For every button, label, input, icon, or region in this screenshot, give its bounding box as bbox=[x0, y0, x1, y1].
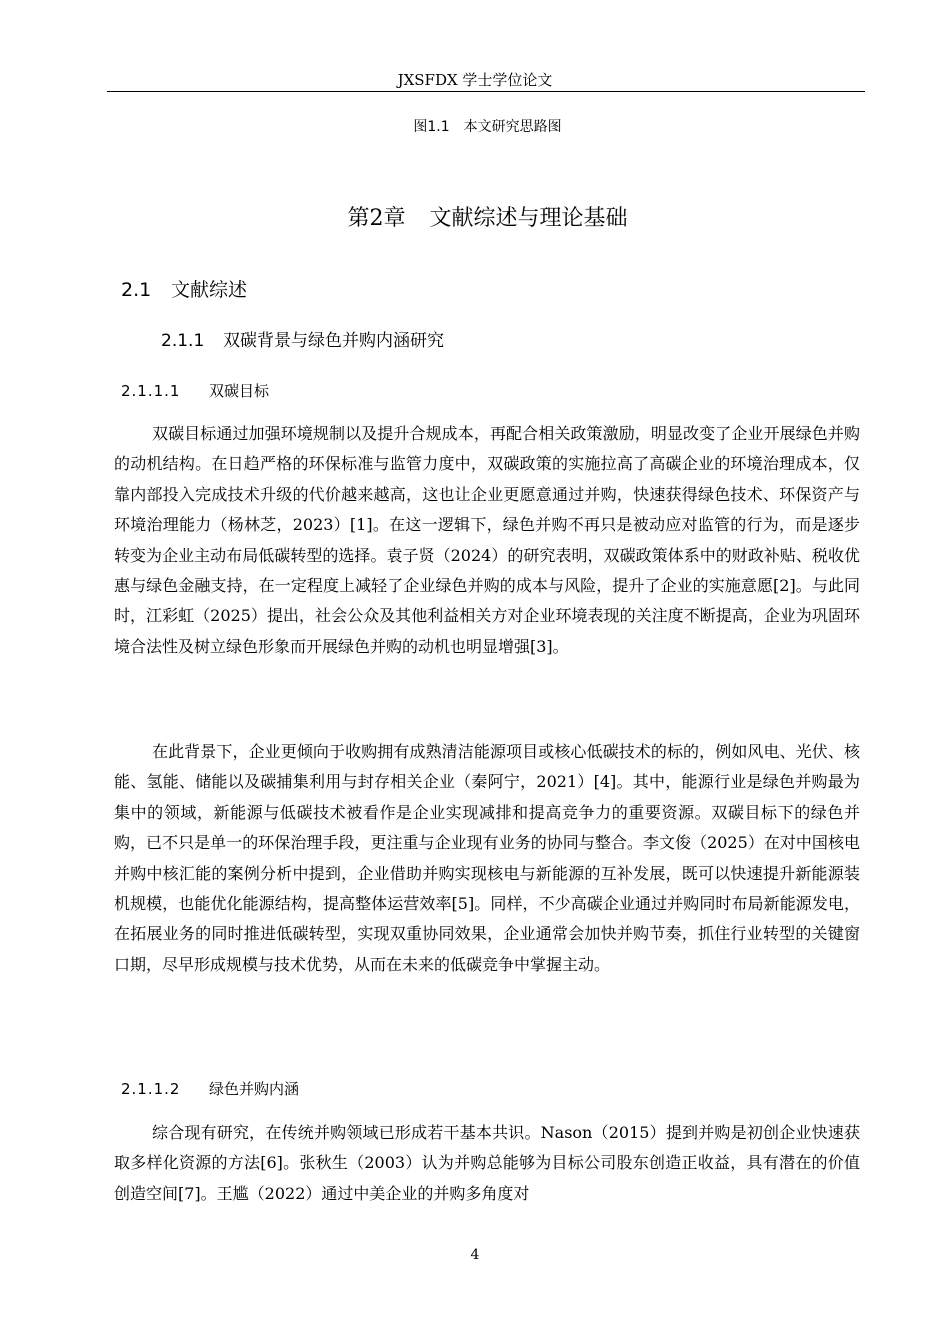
header-divider bbox=[107, 91, 865, 92]
subsection-number: 2.1.1 bbox=[161, 331, 205, 351]
section-title: 文献综述 bbox=[171, 279, 248, 301]
subsection-heading bbox=[161, 328, 444, 354]
subsubsection-heading bbox=[121, 379, 269, 403]
chapter-heading bbox=[0, 204, 950, 234]
subsubsection-title: 绿色并购内涵 bbox=[209, 1080, 300, 1098]
subsubsection-number: 2.1.1.1 bbox=[121, 382, 181, 400]
subsubsection-title: 双碳目标 bbox=[209, 382, 270, 400]
subsubsection-heading bbox=[121, 1077, 299, 1101]
paragraph: 在此背景下，企业更倾向于收购拥有成熟清洁能源项目或核心低碳技术的标的，例如风电、光伏、核能、氢能、储能以及碳捕集利用与封存相关企业（秦阿宁，2021）[4]。其中，能源行业是绿色并购最为集中的领域，新能源与低碳技术被看作是企业实现减排和提高竞争力的重要资源。双碳目标下的绿色并购，已不只是单一的环保治理手段，更注重与企业现有业务的协同与整合。李文俊（2025）在对中国核电并购中核汇能的案例分析中提到，企业借助并购实现核电与新能源的互补发展，既可以快速提升新能源装机规模，也能优化能源结构，提高整体运营效率[5]。同样，不少高碳企业通过并购同时布局新能源发电，在拓展业务的同时推进低碳转型，实现双重协同效果，企业通常会加快并购节奏，抓住行业转型的关键窗口期，尽早形成规模与技术优势，从而在未来的低碳竞争中掌握主动。 bbox=[114, 742, 860, 974]
paragraph: 双碳目标通过加强环境规制以及提升合规成本，再配合相关政策激励，明显改变了企业开展绿色并购的动机结构。在日趋严格的环保标准与监管力度中，双碳政策的实施拉高了高碳企业的环境治理成本，仅靠内部投入完成技术升级的代价越来越高，这也让企业更愿意通过并购，快速获得绿色技术、环保资产与环境治理能力（杨林芝，2023）[1]。在这一逻辑下，绿色并购不再只是被动应对监管的行为，而是逐步转变为企业主动布局低碳转型的选择。袁子贤（2024）的研究表明，双碳政策体系中的财政补贴、税收优惠与绿色金融支持，在一定程度上减轻了企业绿色并购的成本与风险，提升了企业的实施意愿[2]。与此同时，江彩虹（2025）提出，社会公众及其他利益相关方对企业环境表现的关注度不断提高，企业为巩固环境合法性及树立绿色形象而开展绿色并购的动机也明显增强[3]。 bbox=[114, 424, 860, 656]
subsubsection-number: 2.1.1.2 bbox=[121, 1080, 181, 1098]
subsection-title: 双碳背景与绿色并购内涵研究 bbox=[223, 331, 444, 351]
running-header: JXSFDX 学士学位论文 bbox=[397, 71, 553, 89]
paragraph: 综合现有研究，在传统并购领域已形成若干基本共识。Nason（2015）提到并购是初创企业快速获取多样化资源的方法[6]。张秋生（2003）认为并购总能够为目标公司股东创造正收益，具有潜在的价值创造空间[7]。王尴（2022）通过中美企业的并购多角度对 bbox=[114, 1123, 860, 1203]
section-number: 2.1 bbox=[121, 279, 152, 301]
chapter-number: 第2章 bbox=[347, 206, 406, 231]
chapter-title: 文献综述与理论基础 bbox=[429, 206, 628, 231]
figure-caption: 图1.1 本文研究思路图 bbox=[413, 119, 562, 135]
page-number: 4 bbox=[470, 1247, 480, 1263]
section-heading bbox=[121, 276, 247, 304]
